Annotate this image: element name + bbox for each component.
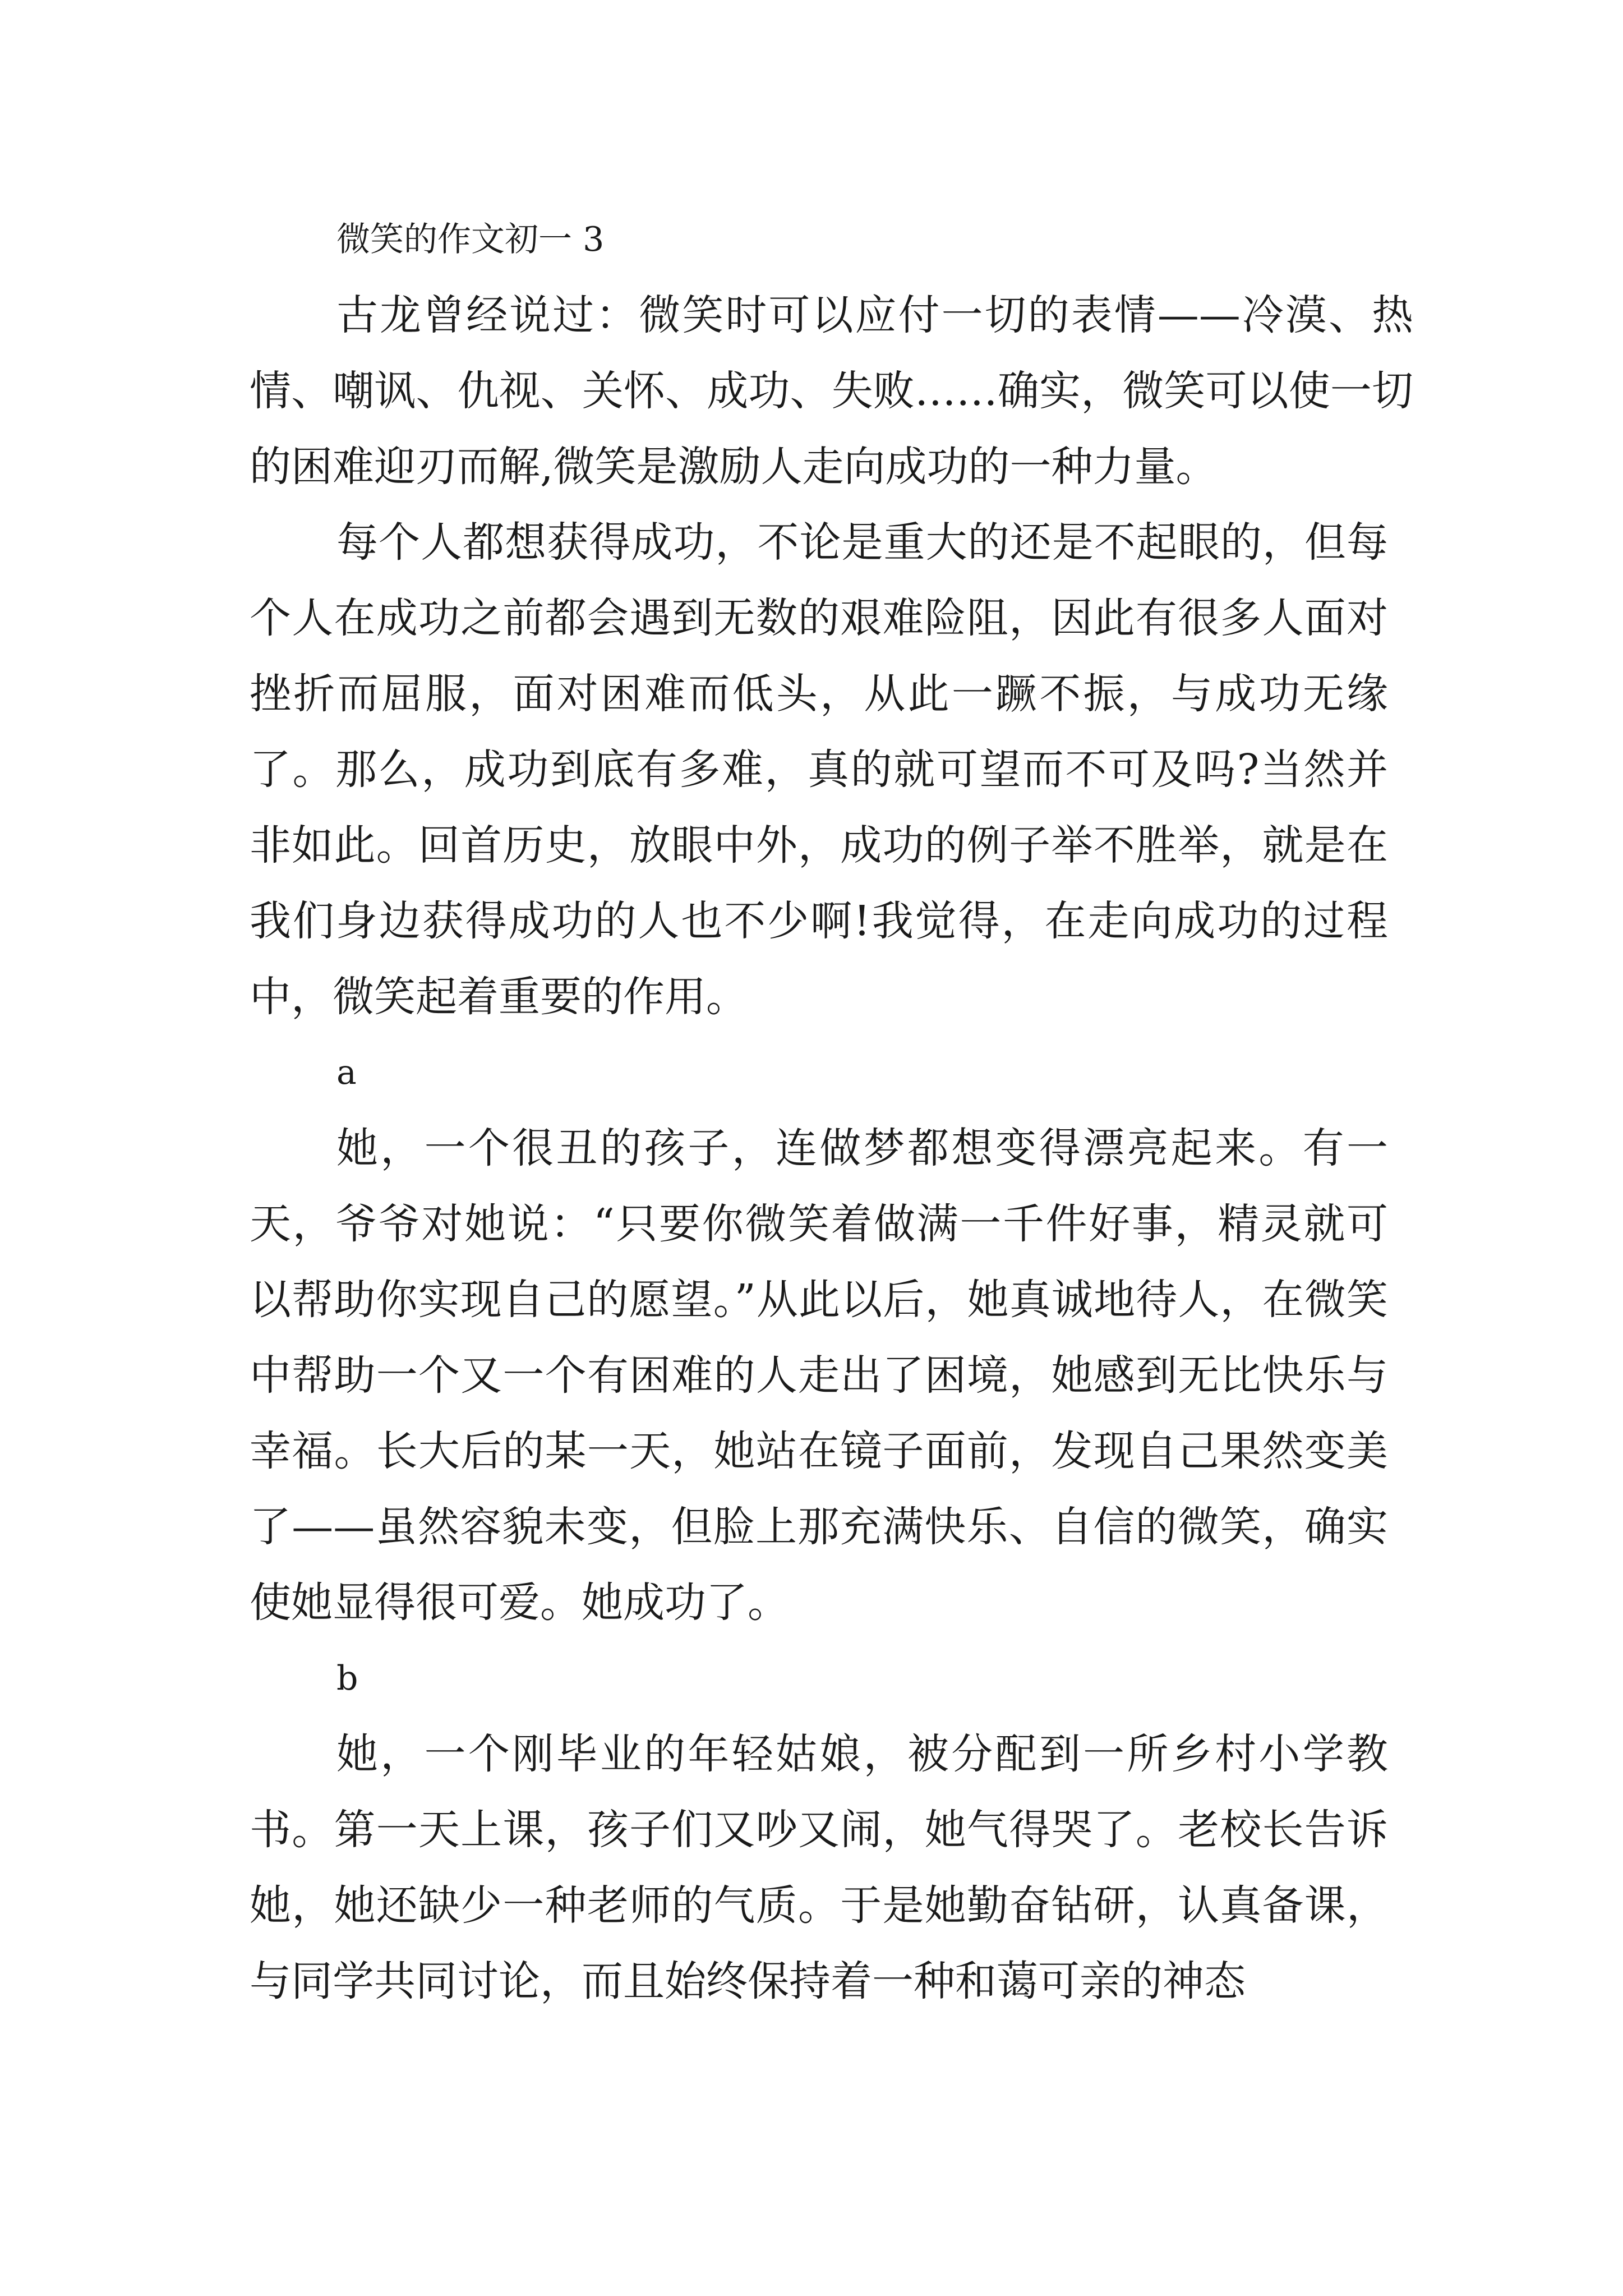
paragraph-story-a: 她，一个很丑的孩子，连做梦都想变得漂亮起来。有一天，爷爷对她说：“只要你微笑着做满一千件好事，精灵就可以帮助你实现自己的愿望。”从此以后，她真诚地待人，在微笑中帮助一个又一个有困难的人走出了困境，她感到无比快乐与幸福。长大后的某一天，她站在镜子面前，发现自己果然变美了——虽然容貌未变，但脸上那充满快乐、自信的微笑，确实使她显得很可爱。她成功了。 (250, 1124, 1388, 1627)
paragraph-story-b: 她，一个刚毕业的年轻姑娘，被分配到一所乡村小学教书。第一天上课，孩子们又吵又闹，她气得哭了。老校长告诉她，她还缺少一种老师的气质。于是她勤奋钻研，认真备课，与同学共同讨论，而且始终保持着一种和蔼可亲的神态 (250, 1730, 1388, 2005)
document-title: 微笑的作文初一 3 (336, 220, 605, 259)
document-body (250, 202, 1413, 2019)
paragraph-intro: 古龙曾经说过：微笑时可以应付一切的表情——冷漠、热情、嘲讽、仇视、关怀、成功、失败……确实，微笑可以使一切的困难迎刃而解,微笑是激励人走向成功的一种力量。 (250, 291, 1413, 491)
section-marker-b: b (336, 1659, 358, 1698)
section-marker-a: a (336, 1053, 357, 1092)
paragraph-thesis: 每个人都想获得成功，不论是重大的还是不起眼的，但每个人在成功之前都会遇到无数的艰难险阻，因此有很多人面对挫折而屈服，面对困难而低头，从此一蹶不振，与成功无缘了。那么，成功到底有多难，真的就可望而不可及吗?当然并非如此。回首历史，放眼中外，成功的例子举不胜举，就是在我们身边获得成功的人也不少啊!我觉得，在走向成功的过程中，微笑起着重要的作用。 (250, 518, 1388, 1021)
